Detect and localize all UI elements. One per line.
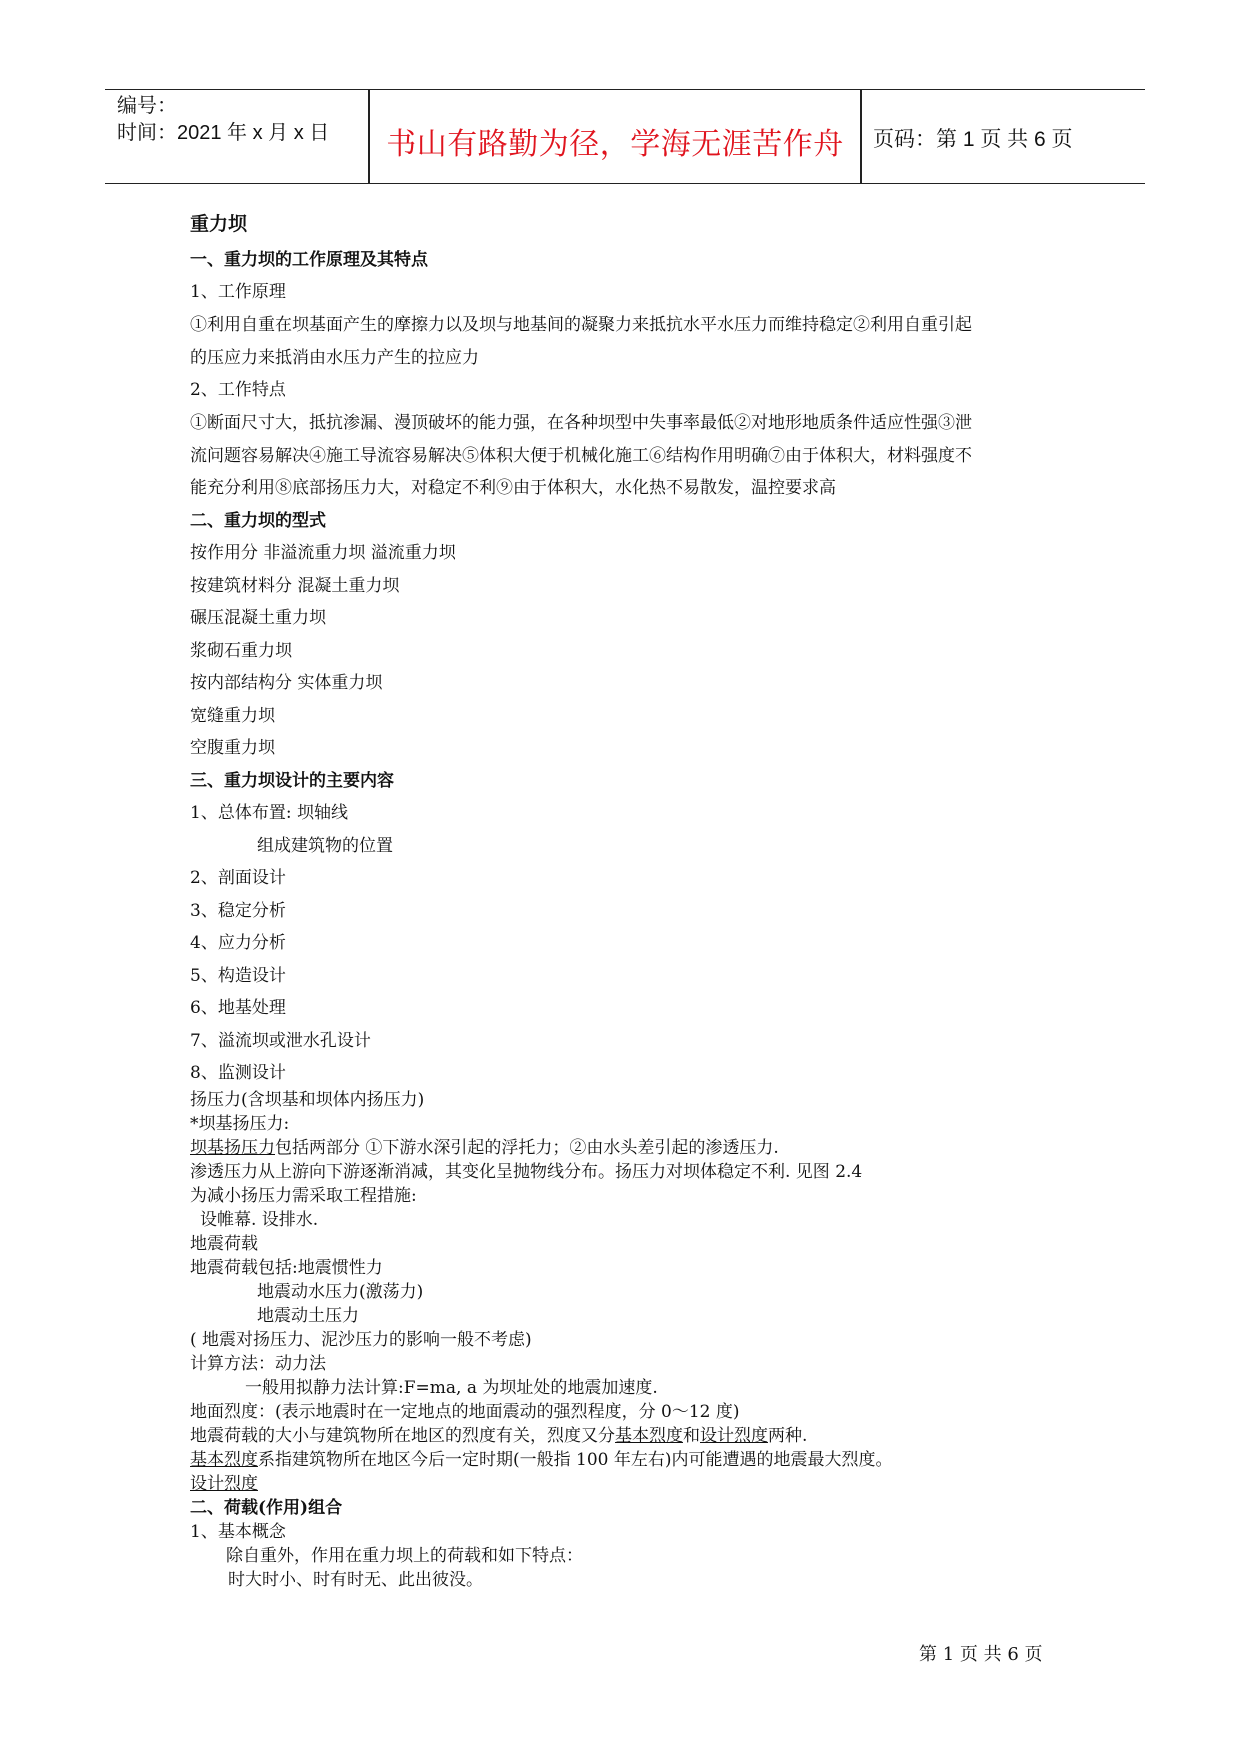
paragraph-line: ①断面尺寸大，抵抗渗漏、漫顶破坏的能力强，在各种坝型中失事率最低②对地形地质条件适应性强③泄 [190, 413, 972, 433]
document-title: 重力坝 [190, 213, 248, 235]
underlined-term: 设计烈度 [190, 1474, 258, 1494]
paragraph-line: 地震荷载包括:地震惯性力 [190, 1258, 383, 1278]
header-page-label: 页码：第 1 页 共 6 页 [873, 128, 1073, 151]
subsection-heading: 1、工作原理 [190, 282, 286, 302]
list-item: 8、监测设计 [190, 1063, 286, 1083]
list-item: 2、剖面设计 [190, 868, 286, 888]
page-header [105, 89, 1145, 184]
document-number-label: 编号： [117, 95, 177, 117]
section-heading: 三、重力坝设计的主要内容 [190, 771, 394, 791]
paragraph-line: 地面烈度：(表示地震时在一定地点的地面震动的强烈程度，分 0～12 度) [190, 1402, 740, 1422]
section-heading: 一、重力坝的工作原理及其特点 [190, 250, 428, 270]
paragraph-line [190, 1424, 807, 1448]
paragraph-line: 时大时小、时有时无、此出彼没。 [228, 1570, 483, 1590]
paragraph-line: 地震动土压力 [257, 1306, 359, 1326]
paragraph-line: ( 地震对扬压力、泥沙压力的影响一般不考虑) [190, 1330, 532, 1350]
paragraph-line: 渗透压力从上游向下游逐渐消减，其变化呈抛物线分布。扬压力对坝体稳定不利. 见图 2.4 [190, 1162, 863, 1182]
text-run: 地震荷载的大小与建筑物所在地区的烈度有关，烈度又分 [190, 1426, 615, 1446]
section-heading: 二、荷载(作用)组合 [190, 1498, 343, 1518]
list-item: 浆砌石重力坝 [190, 641, 292, 661]
document-time-label: 时间：2021 年 x 月 x 日 [117, 122, 330, 144]
list-item: 宽缝重力坝 [190, 706, 275, 726]
page-footer: 第 1 页 共 6 页 [919, 1644, 1043, 1665]
list-item: 3、稳定分析 [190, 901, 286, 921]
paragraph-line: 计算方法：动力法 [190, 1354, 326, 1374]
list-item: 按建筑材料分 混凝土重力坝 [190, 576, 400, 596]
text-run: 两种. [768, 1426, 808, 1446]
list-item: 4、应力分析 [190, 933, 286, 953]
list-item: 按作用分 非溢流重力坝 溢流重力坝 [190, 543, 456, 563]
list-item: 6、地基处理 [190, 998, 286, 1018]
paragraph-line [190, 1136, 779, 1160]
list-item: 组成建筑物的位置 [257, 836, 393, 856]
paragraph-line: 为减小扬压力需采取工程措施: [190, 1186, 417, 1206]
subsection-heading: 2、工作特点 [190, 380, 286, 400]
paragraph-line: 的压应力来抵消由水压力产生的拉应力 [190, 348, 479, 368]
list-item: 7、溢流坝或泄水孔设计 [190, 1031, 371, 1051]
list-item: 5、构造设计 [190, 966, 286, 986]
paragraph-line: 扬压力(含坝基和坝体内扬压力) [190, 1090, 425, 1110]
paragraph-line: ①利用自重在坝基面产生的摩擦力以及坝与地基间的凝聚力来抵抗水平水压力而维持稳定②利用自重引起 [190, 315, 972, 335]
paragraph-line: 地震荷载 [190, 1234, 258, 1254]
underlined-term: 坝基扬压力 [190, 1138, 275, 1158]
paragraph-line: 设帷幕. 设排水. [200, 1210, 319, 1230]
paragraph-line [190, 1448, 893, 1472]
paragraph-line: *坝基扬压力: [190, 1114, 290, 1134]
list-item: 1、总体布置: 坝轴线 [190, 803, 348, 823]
list-item: 按内部结构分 实体重力坝 [190, 673, 383, 693]
text-run: 包括两部分 ①下游水深引起的浮托力；②由水头差引起的渗透压力. [275, 1138, 779, 1158]
text-run: 和 [683, 1426, 700, 1446]
header-motto: 书山有路勤为径，学海无涯苦作舟 [386, 127, 844, 162]
text-run: 系指建筑物所在地区今后一定时期(一般指 100 年左右)内可能遭遇的地震最大烈度。 [258, 1450, 893, 1470]
list-item: 空腹重力坝 [190, 738, 275, 758]
paragraph-line: 一般用拟静力法计算:F=ma, a 为坝址处的地震加速度. [245, 1378, 658, 1398]
paragraph-line: 除自重外，作用在重力坝上的荷载和如下特点： [226, 1546, 583, 1566]
underlined-term: 基本烈度 [190, 1450, 258, 1470]
paragraph-line: 地震动水压力(激荡力) [257, 1282, 424, 1302]
header-divider-right [860, 90, 862, 183]
header-meta [117, 93, 329, 147]
paragraph-line: 流问题容易解决④施工导流容易解决⑤体积大便于机械化施工⑥结构作用明确⑦由于体积大，材料强度不 [190, 446, 972, 466]
underlined-term: 设计烈度 [700, 1426, 768, 1446]
subsection-heading: 1、基本概念 [190, 1522, 286, 1542]
underlined-term: 基本烈度 [615, 1426, 683, 1446]
section-heading: 二、重力坝的型式 [190, 511, 326, 531]
paragraph-line: 能充分利用⑧底部扬压力大，对稳定不利⑨由于体积大，水化热不易散发，温控要求高 [190, 478, 836, 498]
list-item: 碾压混凝土重力坝 [190, 608, 326, 628]
